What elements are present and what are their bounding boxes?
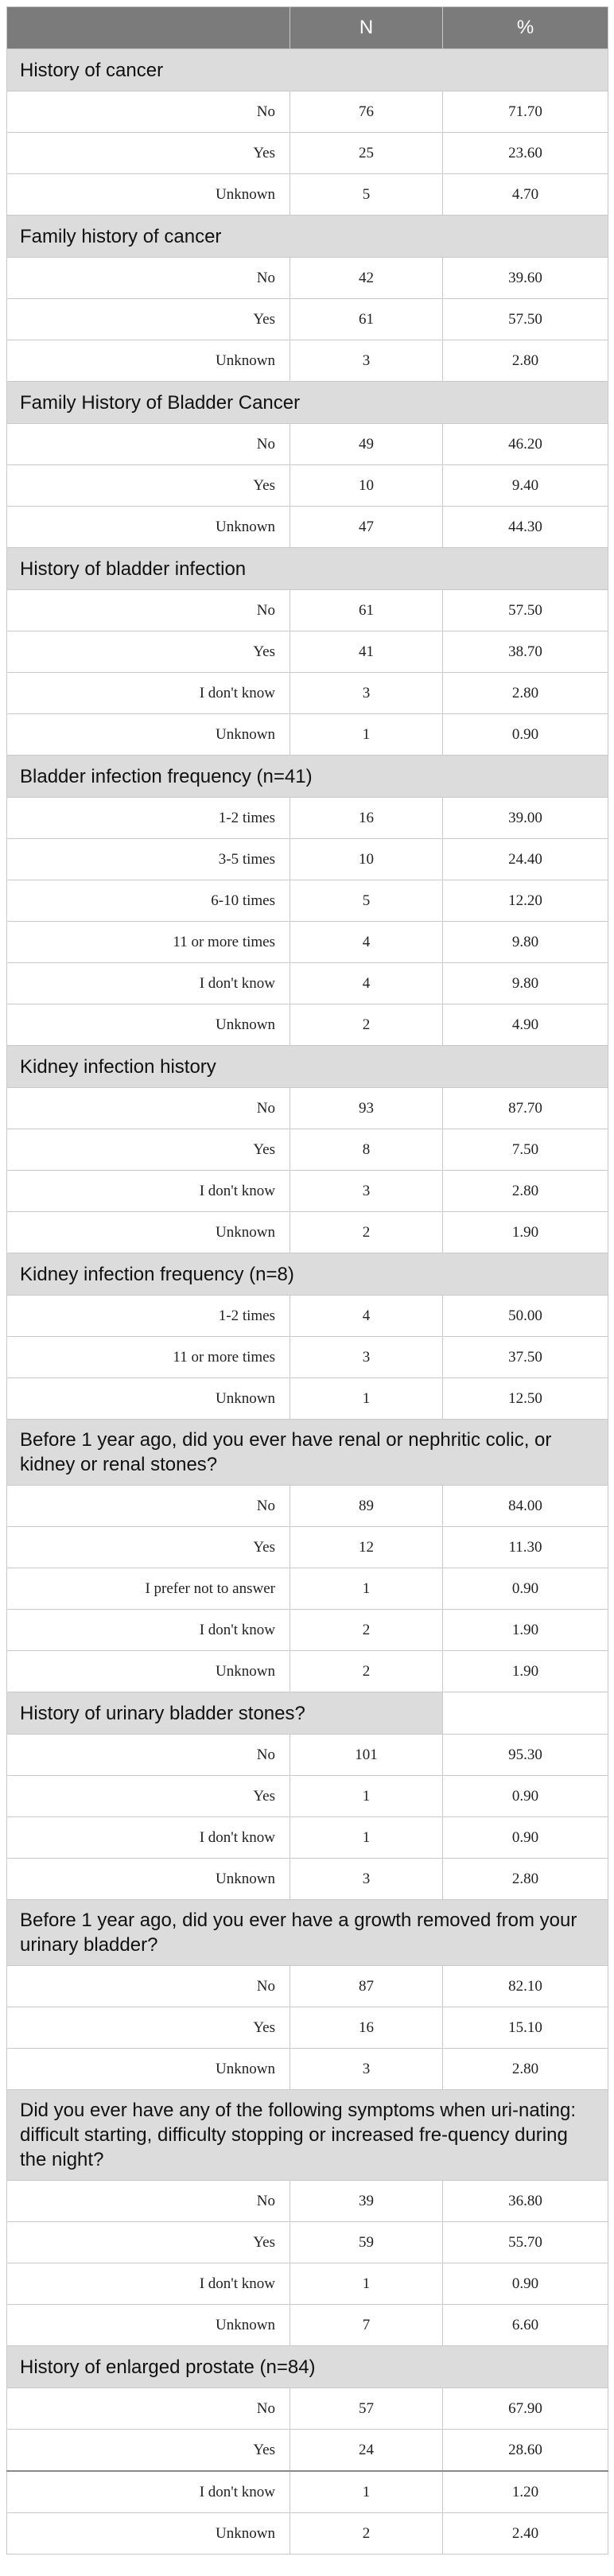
table-row	[7, 1966, 608, 2007]
section-title: Did you ever have any of the following symptoms when uri-nating: difficult starting, difficulty stopping or increased fre-quency during the night?	[7, 2090, 608, 2181]
row-count: 3	[290, 1859, 443, 1900]
row-count: 93	[290, 1088, 443, 1129]
table-row	[7, 1171, 608, 1212]
row-count: 2	[290, 1212, 443, 1253]
row-percent: 28.60	[443, 2430, 608, 2472]
row-count: 16	[290, 798, 443, 839]
row-percent: 15.10	[443, 2007, 608, 2049]
row-count: 41	[290, 631, 443, 673]
section-header-row	[7, 1692, 608, 1735]
row-count: 4	[290, 963, 443, 1004]
table-row	[7, 2049, 608, 2090]
row-label: No	[7, 2388, 290, 2430]
row-percent: 0.90	[443, 1568, 608, 1610]
section-title: History of enlarged prostate (n=84)	[7, 2346, 608, 2388]
table-row	[7, 465, 608, 507]
row-percent: 84.00	[443, 1486, 608, 1527]
table-row	[7, 2305, 608, 2346]
section-title: History of bladder infection	[7, 548, 608, 590]
table-row	[7, 798, 608, 839]
row-count: 101	[290, 1735, 443, 1776]
row-percent: 37.50	[443, 1337, 608, 1378]
row-count: 2	[290, 2513, 443, 2555]
row-label: No	[7, 1735, 290, 1776]
row-percent: 55.70	[443, 2222, 608, 2263]
row-count: 76	[290, 91, 443, 133]
row-percent: 82.10	[443, 1966, 608, 2007]
row-count: 25	[290, 133, 443, 174]
section-header-row	[7, 216, 608, 258]
row-percent: 1.90	[443, 1651, 608, 1692]
row-label: No	[7, 258, 290, 299]
row-count: 16	[290, 2007, 443, 2049]
table-row	[7, 2388, 608, 2430]
table-row	[7, 1817, 608, 1859]
table-row	[7, 963, 608, 1004]
row-percent: 57.50	[443, 590, 608, 631]
row-count: 47	[290, 507, 443, 548]
row-percent: 95.30	[443, 1735, 608, 1776]
row-label: 1-2 times	[7, 1296, 290, 1337]
table-row	[7, 174, 608, 216]
table-row	[7, 1337, 608, 1378]
row-count: 1	[290, 2471, 443, 2513]
table-row	[7, 922, 608, 963]
row-label: I don't know	[7, 2471, 290, 2513]
table-row	[7, 590, 608, 631]
section-header-row	[7, 1900, 608, 1966]
row-label: Unknown	[7, 2513, 290, 2555]
row-label: I don't know	[7, 1171, 290, 1212]
row-label: 11 or more times	[7, 922, 290, 963]
row-percent: 0.90	[443, 714, 608, 756]
section-header-row	[7, 49, 608, 91]
row-count: 1	[290, 1776, 443, 1817]
row-percent: 1.90	[443, 1610, 608, 1651]
table-row	[7, 1859, 608, 1900]
table-row	[7, 1486, 608, 1527]
row-label: 1-2 times	[7, 798, 290, 839]
row-label: Unknown	[7, 1859, 290, 1900]
row-percent: 2.80	[443, 1171, 608, 1212]
row-label: I don't know	[7, 673, 290, 714]
row-count: 57	[290, 2388, 443, 2430]
table-row	[7, 1568, 608, 1610]
row-count: 2	[290, 1651, 443, 1692]
table-row	[7, 1129, 608, 1171]
table-row	[7, 880, 608, 922]
row-label: 11 or more times	[7, 1337, 290, 1378]
row-count: 2	[290, 1610, 443, 1651]
row-label: Unknown	[7, 2305, 290, 2346]
row-label: No	[7, 424, 290, 465]
row-count: 1	[290, 1378, 443, 1420]
row-count: 5	[290, 174, 443, 216]
row-count: 3	[290, 1337, 443, 1378]
row-count: 2	[290, 1004, 443, 1046]
table-row	[7, 1651, 608, 1692]
row-label: Unknown	[7, 174, 290, 216]
section-title: Before 1 year ago, did you ever have renal or nephritic colic, or kidney or renal stones?	[7, 1420, 608, 1486]
row-label: Yes	[7, 1776, 290, 1817]
row-count: 10	[290, 465, 443, 507]
section-header-row	[7, 1046, 608, 1088]
row-percent: 38.70	[443, 631, 608, 673]
row-percent: 4.90	[443, 1004, 608, 1046]
row-label: Yes	[7, 299, 290, 340]
table-row	[7, 299, 608, 340]
table-row	[7, 1212, 608, 1253]
row-count: 1	[290, 2263, 443, 2305]
row-count: 4	[290, 1296, 443, 1337]
row-label: Unknown	[7, 2049, 290, 2090]
table-row	[7, 507, 608, 548]
row-percent: 36.80	[443, 2181, 608, 2222]
row-label: I don't know	[7, 1610, 290, 1651]
row-percent: 23.60	[443, 133, 608, 174]
table-row	[7, 2007, 608, 2049]
row-count: 4	[290, 922, 443, 963]
row-label: Yes	[7, 2222, 290, 2263]
table-row	[7, 1610, 608, 1651]
table-row	[7, 1088, 608, 1129]
table-row	[7, 2471, 608, 2513]
row-percent: 71.70	[443, 91, 608, 133]
row-percent: 0.90	[443, 2263, 608, 2305]
row-count: 3	[290, 340, 443, 382]
table-row	[7, 258, 608, 299]
section-header-row	[7, 2090, 608, 2181]
row-percent: 87.70	[443, 1088, 608, 1129]
table-body	[7, 49, 608, 2555]
row-count: 12	[290, 1527, 443, 1568]
row-label: Unknown	[7, 1378, 290, 1420]
table-row	[7, 2513, 608, 2555]
table-row	[7, 673, 608, 714]
table-row	[7, 631, 608, 673]
section-title: History of urinary bladder stones?	[7, 1692, 443, 1735]
section-header-row	[7, 548, 608, 590]
section-title: Bladder infection frequency (n=41)	[7, 756, 608, 798]
row-percent: 24.40	[443, 839, 608, 880]
row-percent: 0.90	[443, 1817, 608, 1859]
data-table	[6, 6, 608, 2555]
row-count: 59	[290, 2222, 443, 2263]
row-label: No	[7, 1486, 290, 1527]
row-label: No	[7, 91, 290, 133]
row-label: I don't know	[7, 963, 290, 1004]
row-percent: 9.80	[443, 963, 608, 1004]
row-label: I don't know	[7, 2263, 290, 2305]
row-percent: 39.60	[443, 258, 608, 299]
row-percent: 2.40	[443, 2513, 608, 2555]
table-row	[7, 2263, 608, 2305]
section-title: Family history of cancer	[7, 216, 608, 258]
row-label: Unknown	[7, 340, 290, 382]
row-label: Yes	[7, 133, 290, 174]
row-label: Unknown	[7, 1651, 290, 1692]
row-label: I prefer not to answer	[7, 1568, 290, 1610]
table-row	[7, 340, 608, 382]
section-header-row	[7, 1253, 608, 1296]
row-count: 8	[290, 1129, 443, 1171]
row-count: 87	[290, 1966, 443, 2007]
row-percent: 57.50	[443, 299, 608, 340]
row-count: 3	[290, 1171, 443, 1212]
row-label: No	[7, 1088, 290, 1129]
row-count: 3	[290, 673, 443, 714]
row-count: 3	[290, 2049, 443, 2090]
table-row	[7, 424, 608, 465]
row-label: I don't know	[7, 1817, 290, 1859]
row-label: Yes	[7, 2430, 290, 2472]
row-percent: 0.90	[443, 1776, 608, 1817]
section-empty-cell	[443, 1692, 608, 1735]
row-percent: 2.80	[443, 673, 608, 714]
row-percent: 1.20	[443, 2471, 608, 2513]
row-count: 7	[290, 2305, 443, 2346]
row-count: 10	[290, 839, 443, 880]
row-percent: 6.60	[443, 2305, 608, 2346]
header-n: N	[290, 7, 443, 49]
row-percent: 46.20	[443, 424, 608, 465]
row-percent: 11.30	[443, 1527, 608, 1568]
row-count: 61	[290, 299, 443, 340]
row-percent: 9.40	[443, 465, 608, 507]
row-count: 1	[290, 1568, 443, 1610]
table-row	[7, 133, 608, 174]
row-label: 6-10 times	[7, 880, 290, 922]
table-row	[7, 1776, 608, 1817]
row-label: Yes	[7, 1527, 290, 1568]
table-row	[7, 1735, 608, 1776]
row-count: 61	[290, 590, 443, 631]
row-label: Unknown	[7, 1004, 290, 1046]
section-title: History of cancer	[7, 49, 608, 91]
section-title: Kidney infection frequency (n=8)	[7, 1253, 608, 1296]
table-row	[7, 1004, 608, 1046]
row-percent: 2.80	[443, 1859, 608, 1900]
row-label: Yes	[7, 1129, 290, 1171]
section-title: Before 1 year ago, did you ever have a growth removed from your urinary bladder?	[7, 1900, 608, 1966]
section-title: Family History of Bladder Cancer	[7, 382, 608, 424]
header-percent: %	[443, 7, 608, 49]
row-percent: 50.00	[443, 1296, 608, 1337]
row-label: No	[7, 590, 290, 631]
row-percent: 2.80	[443, 2049, 608, 2090]
section-header-row	[7, 2346, 608, 2388]
table-row	[7, 839, 608, 880]
table-row	[7, 1378, 608, 1420]
row-label: Yes	[7, 2007, 290, 2049]
row-label: No	[7, 2181, 290, 2222]
row-percent: 12.50	[443, 1378, 608, 1420]
row-label: No	[7, 1966, 290, 2007]
row-label: Unknown	[7, 507, 290, 548]
row-percent: 7.50	[443, 1129, 608, 1171]
row-label: Yes	[7, 631, 290, 673]
section-title: Kidney infection history	[7, 1046, 608, 1088]
header-row	[7, 7, 608, 49]
row-percent: 12.20	[443, 880, 608, 922]
row-percent: 4.70	[443, 174, 608, 216]
row-count: 49	[290, 424, 443, 465]
table-row	[7, 91, 608, 133]
section-header-row	[7, 382, 608, 424]
row-percent: 44.30	[443, 507, 608, 548]
section-header-row	[7, 1420, 608, 1486]
row-label: Unknown	[7, 1212, 290, 1253]
row-label: Unknown	[7, 714, 290, 756]
row-label: Yes	[7, 465, 290, 507]
row-percent: 9.80	[443, 922, 608, 963]
row-percent: 1.90	[443, 1212, 608, 1253]
row-percent: 2.80	[443, 340, 608, 382]
row-count: 42	[290, 258, 443, 299]
table-row	[7, 2181, 608, 2222]
row-count: 5	[290, 880, 443, 922]
section-header-row	[7, 756, 608, 798]
row-label: 3-5 times	[7, 839, 290, 880]
row-count: 24	[290, 2430, 443, 2472]
row-count: 1	[290, 714, 443, 756]
header-blank	[7, 7, 290, 49]
row-percent: 39.00	[443, 798, 608, 839]
table-row	[7, 2430, 608, 2472]
table-row	[7, 714, 608, 756]
row-count: 1	[290, 1817, 443, 1859]
table-row	[7, 2222, 608, 2263]
table-row	[7, 1296, 608, 1337]
row-count: 39	[290, 2181, 443, 2222]
row-count: 89	[290, 1486, 443, 1527]
table-row	[7, 1527, 608, 1568]
row-percent: 67.90	[443, 2388, 608, 2430]
